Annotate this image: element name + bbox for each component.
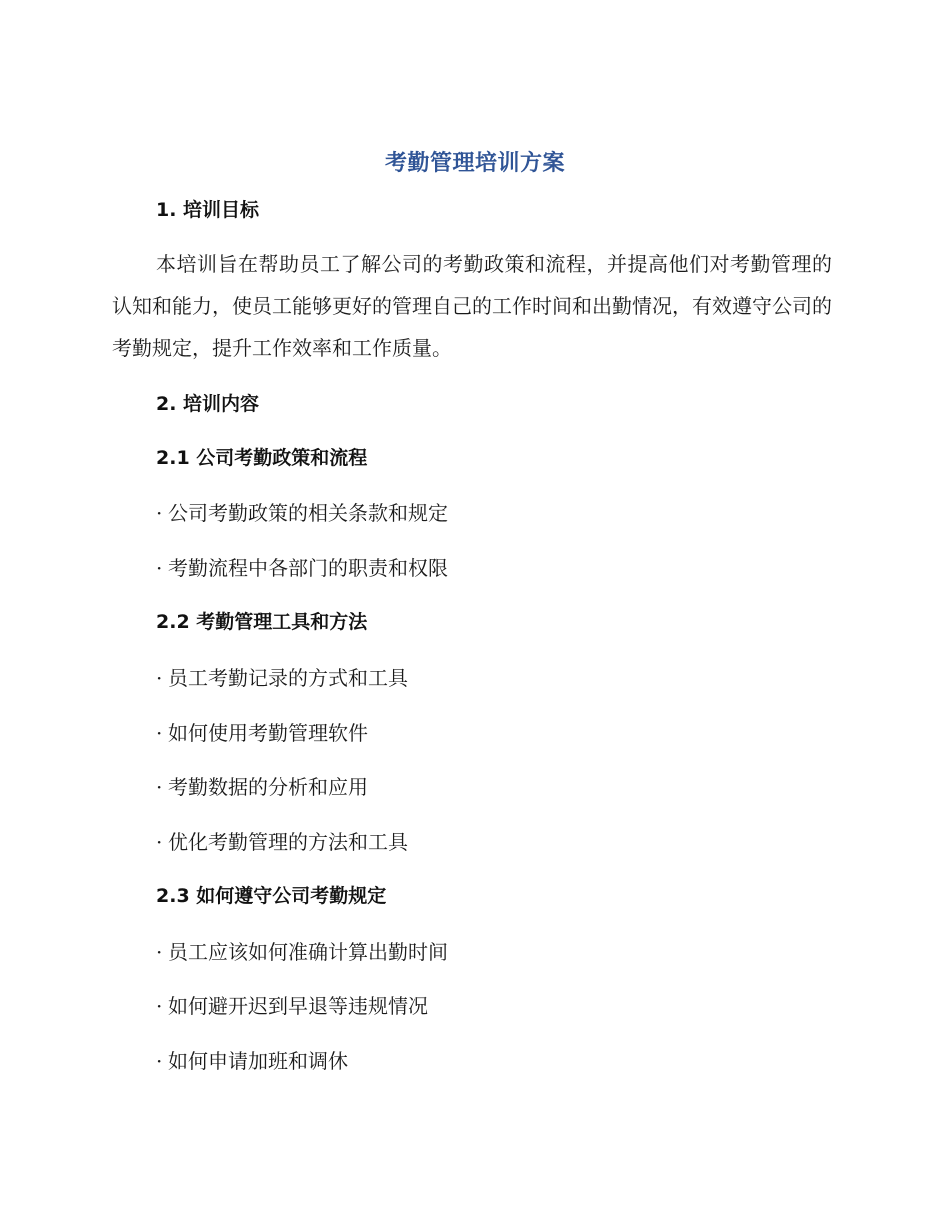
bullet-dot: ·: [156, 501, 163, 525]
bullet-dot: ·: [156, 775, 163, 799]
list-item-text: 如何避开迟到早退等违规情况: [168, 994, 428, 1018]
training-goal-paragraph: 本培训旨在帮助员工了解公司的考勤政策和流程，并提高他们对考勤管理的认知和能力，使员工能够更好的管理自己的工作时间和出勤情况，有效遵守公司的考勤规定，提升工作效率和工作质量。: [112, 252, 832, 360]
bullet-dot: ·: [156, 556, 163, 580]
list-item: [156, 826, 408, 855]
subsection-heading-policy: 2.1 公司考勤政策和流程: [156, 447, 368, 469]
list-item-text: 如何使用考勤管理软件: [168, 721, 368, 745]
list-item: [156, 990, 428, 1019]
list-item-text: 考勤流程中各部门的职责和权限: [168, 556, 448, 580]
bullet-dot: ·: [156, 1049, 163, 1073]
document-title: 考勤管理培训方案: [384, 151, 565, 176]
section-heading-training-content: 2. 培训内容: [156, 393, 260, 415]
list-item: [156, 771, 368, 800]
list-item: [156, 552, 448, 581]
list-item-text: 员工考勤记录的方式和工具: [168, 666, 408, 690]
subsection-heading-compliance: 2.3 如何遵守公司考勤规定: [156, 885, 387, 907]
subsection-heading-tools: 2.2 考勤管理工具和方法: [156, 611, 368, 633]
bullet-dot: ·: [156, 721, 163, 745]
section-heading-training-goal: 1. 培训目标: [156, 199, 260, 221]
list-item-text: 员工应该如何准确计算出勤时间: [168, 940, 448, 964]
list-item-text: 如何申请加班和调休: [168, 1049, 348, 1073]
list-item-text: 公司考勤政策的相关条款和规定: [168, 501, 448, 525]
bullet-dot: ·: [156, 830, 163, 854]
list-item: [156, 936, 448, 965]
list-item-text: 考勤数据的分析和应用: [168, 775, 368, 799]
bullet-dot: ·: [156, 940, 163, 964]
list-item: [156, 497, 448, 526]
list-item: [156, 717, 368, 746]
bullet-dot: ·: [156, 994, 163, 1018]
list-item: [156, 662, 408, 691]
list-item: [156, 1045, 348, 1074]
bullet-dot: ·: [156, 666, 163, 690]
list-item-text: 优化考勤管理的方法和工具: [168, 830, 408, 854]
